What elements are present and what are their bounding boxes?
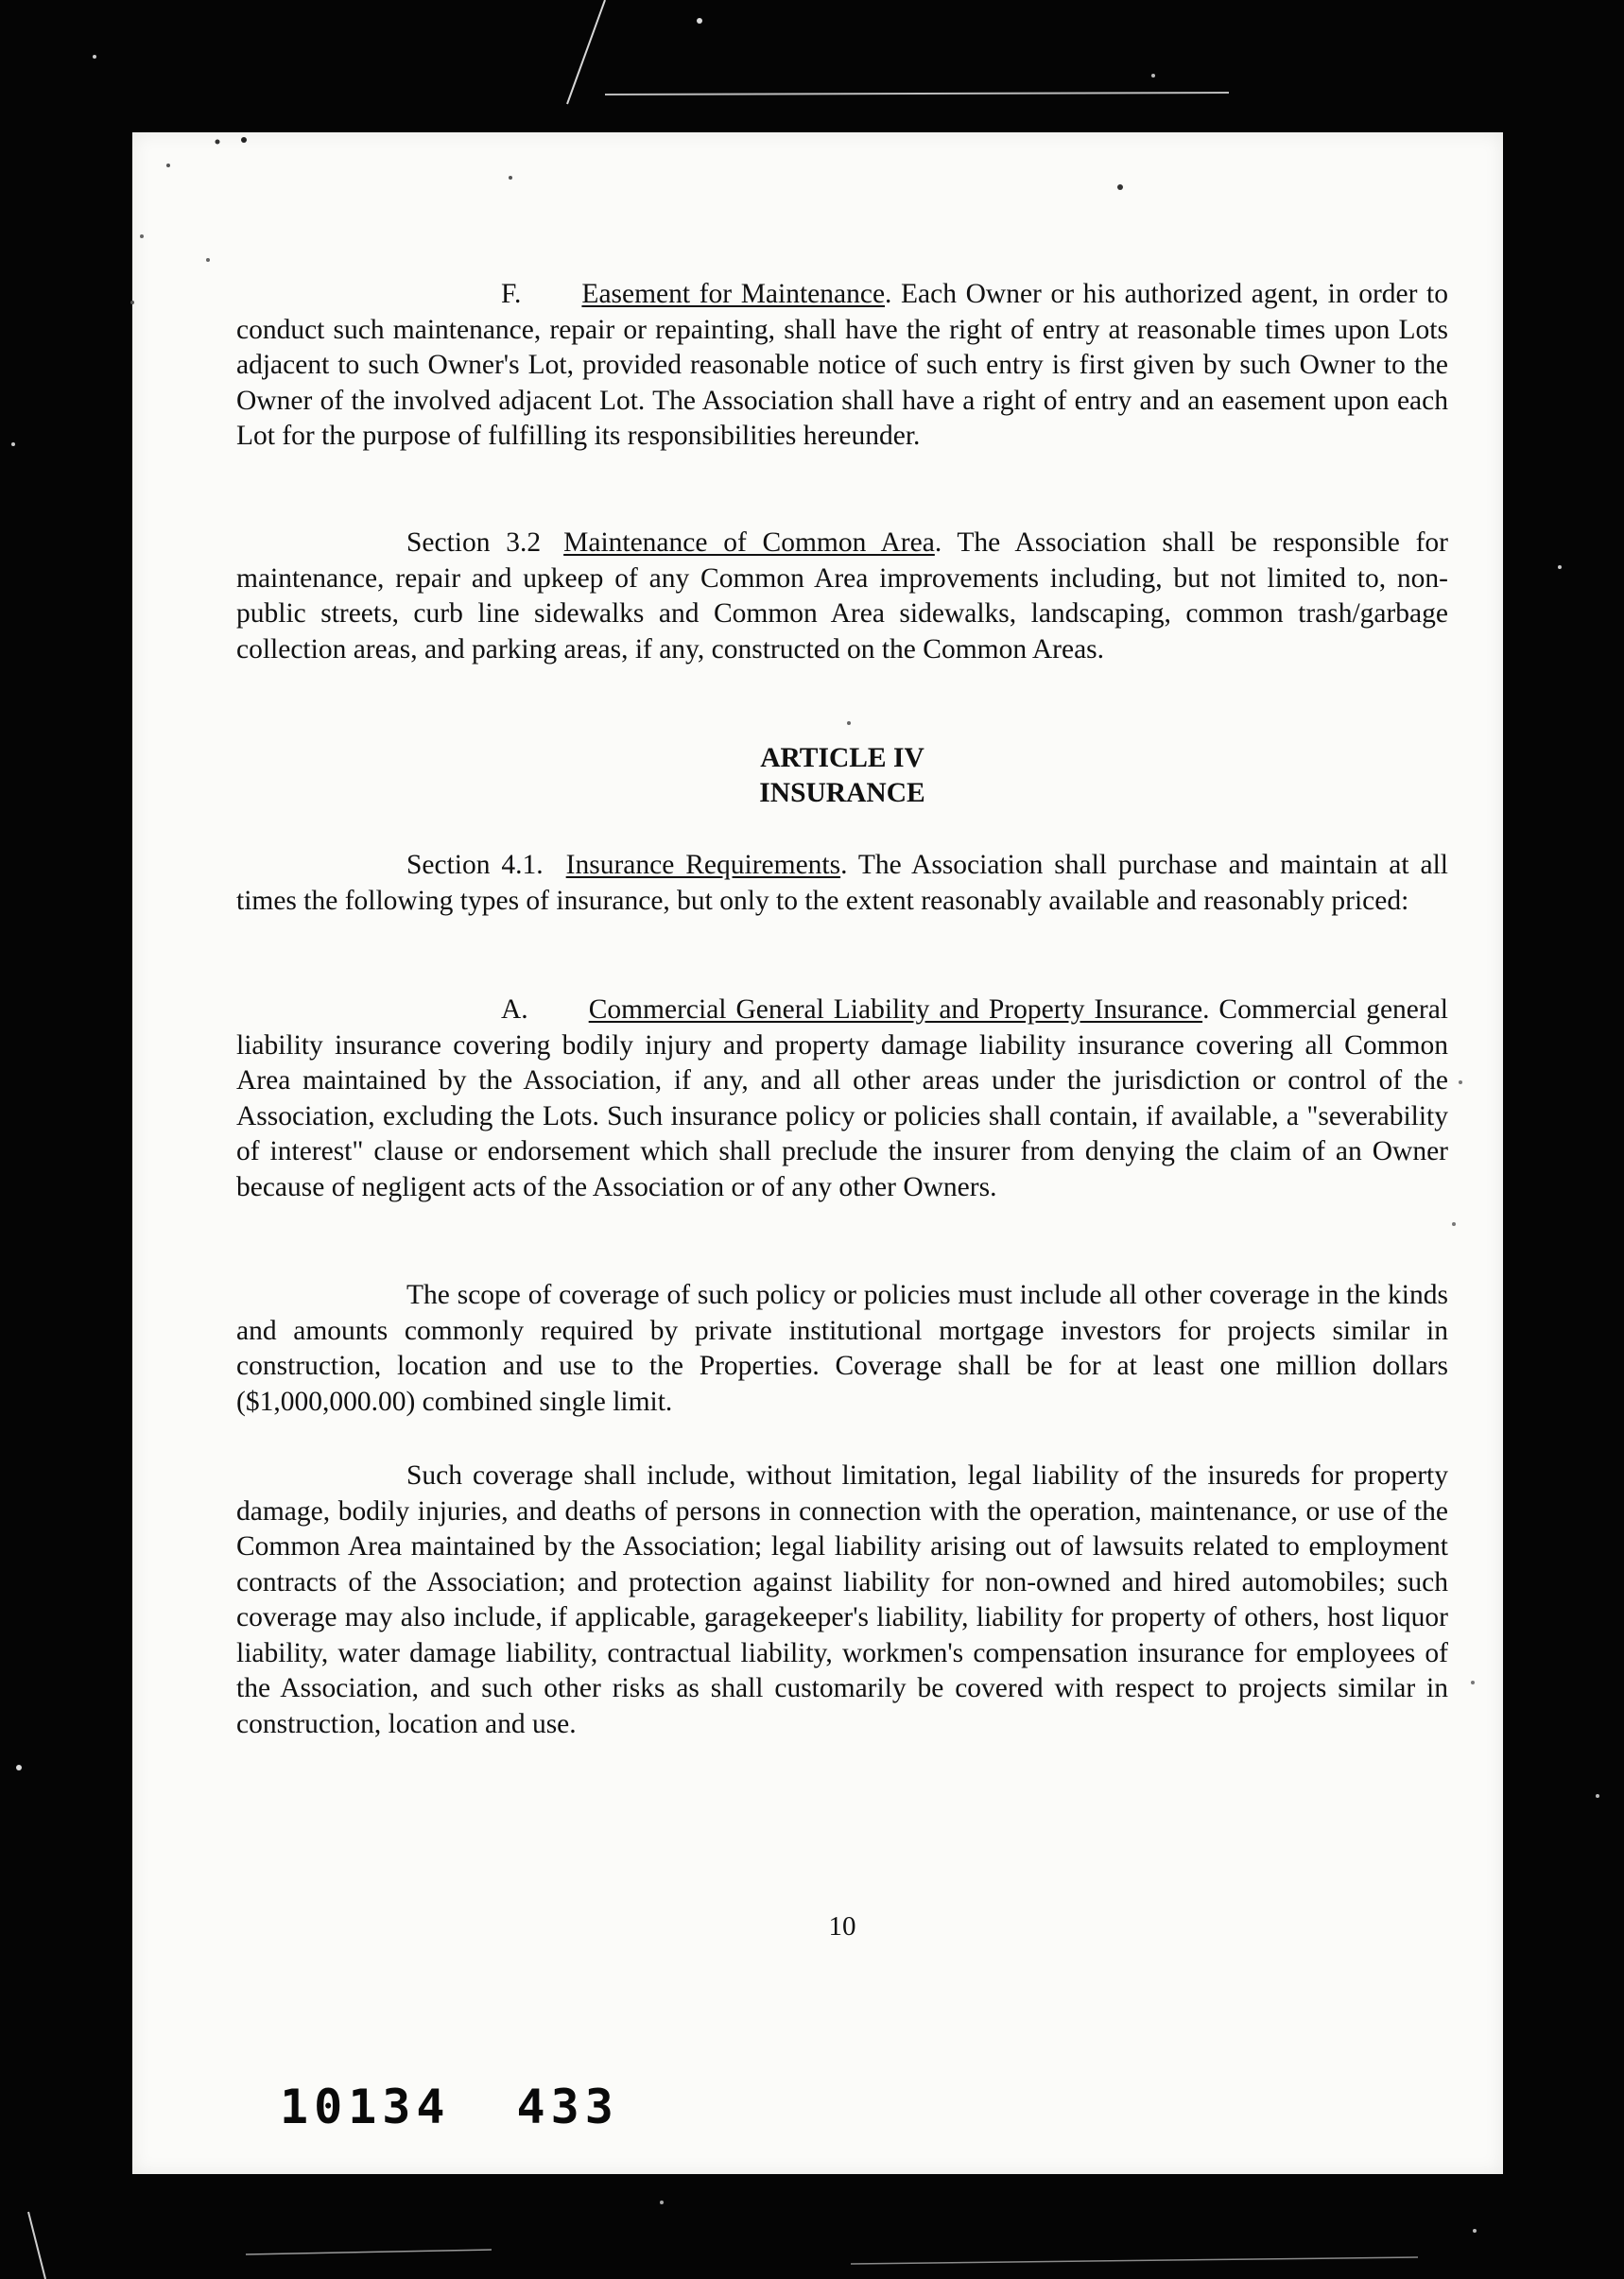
subsection-a-title: Commercial General Liability and Property Insurance [588,994,1203,1025]
document-stamp [280,2080,619,2134]
section-3-2-label: Section 3.2 [406,527,542,558]
section-3-2-paragraph [236,526,1448,667]
article-number: ARTICLE IV [760,743,924,773]
easement-paragraph [236,277,1448,455]
article-title: INSURANCE [759,778,925,808]
section-4-1-text: . The Association shall purchase and maintain at all times the following types of insurance, but only to the extent reasonably available and reasonably priced: [236,850,1448,916]
section-3-2-text: . The Association shall be responsible for maintenance, repair and upkeep of any Common Area improvements including, but not limited to, non-public streets, curb line sidewalks and Common Area sidewalks, landscaping, common trash/garbage collection areas, and parking areas, if any, constructed on the Common Areas. [236,527,1449,665]
section-4-1-paragraph [236,848,1448,919]
section-4-1-label: Section 4.1. [406,850,544,880]
stamp-page-number: 433 [516,2080,619,2134]
scope-text: The scope of coverage of such policy or policies must include all other coverage in the kinds and amounts commonly required by private institutional mortgage investors for projects similar in construction, location and use to the Properties. Coverage shall be for at least one million dollars ($1,000,000.00) combined single limit. [236,1280,1448,1417]
item-a-label: A. [501,994,528,1025]
coverage-text: Such coverage shall include, without limitation, legal liability of the insureds for property damage, bodily injuries, and deaths of persons in connection with the operation, maintenance, or use of the Common Area maintained by the Association; legal liability arising out of lawsuits related to employment contracts of the Association; and protection against liability for non-owned and hired automobiles; such coverage may also include, if applicable, garagekeeper's liability, liability for property of others, host liquor liability, water damage liability, contractual liability, workmen's compensation insurance for employees of the Association, and such other risks as shall customarily be covered with respect to projects similar in construction, location and use. [236,1460,1448,1739]
subsection-a-paragraph [236,993,1448,1205]
coverage-paragraph [236,1459,1448,1742]
section-3-2-title: Maintenance of Common Area [563,527,935,558]
scope-paragraph [236,1278,1448,1420]
subsection-a-text: . Commercial general liability insurance covering bodily injury and property damage liability insurance covering all Common Area maintained by the Association, if any, and all other areas under the jurisdiction or control of the Association, excluding the Lots. Such insurance policy or policies shall contain, if available, a "severability of interest" clause or endorsement which shall preclude the insurer from denying the claim of an Owner because of negligent acts of the Association or of any other Owners. [236,994,1448,1202]
easement-text: . Each Owner or his authorized agent, in order to conduct such maintenance, repair or repainting, shall have the right of entry at reasonable times upon Lots adjacent to such Owner's Lot, provided reasonable notice of such entry is first given by such Owner to the Owner of the involved adjacent Lot. The Association shall have a right of entry and an easement upon each Lot for the purpose of fulfilling its responsibilities hereunder. [236,279,1448,451]
article-heading [236,741,1448,811]
section-4-1-title: Insurance Requirements [565,850,841,880]
easement-title: Easement for Maintenance [581,279,886,309]
page-number: 10 [828,1911,856,1942]
stamp-book-number: 10134 [280,2080,451,2134]
item-f-label: F. [501,279,522,309]
